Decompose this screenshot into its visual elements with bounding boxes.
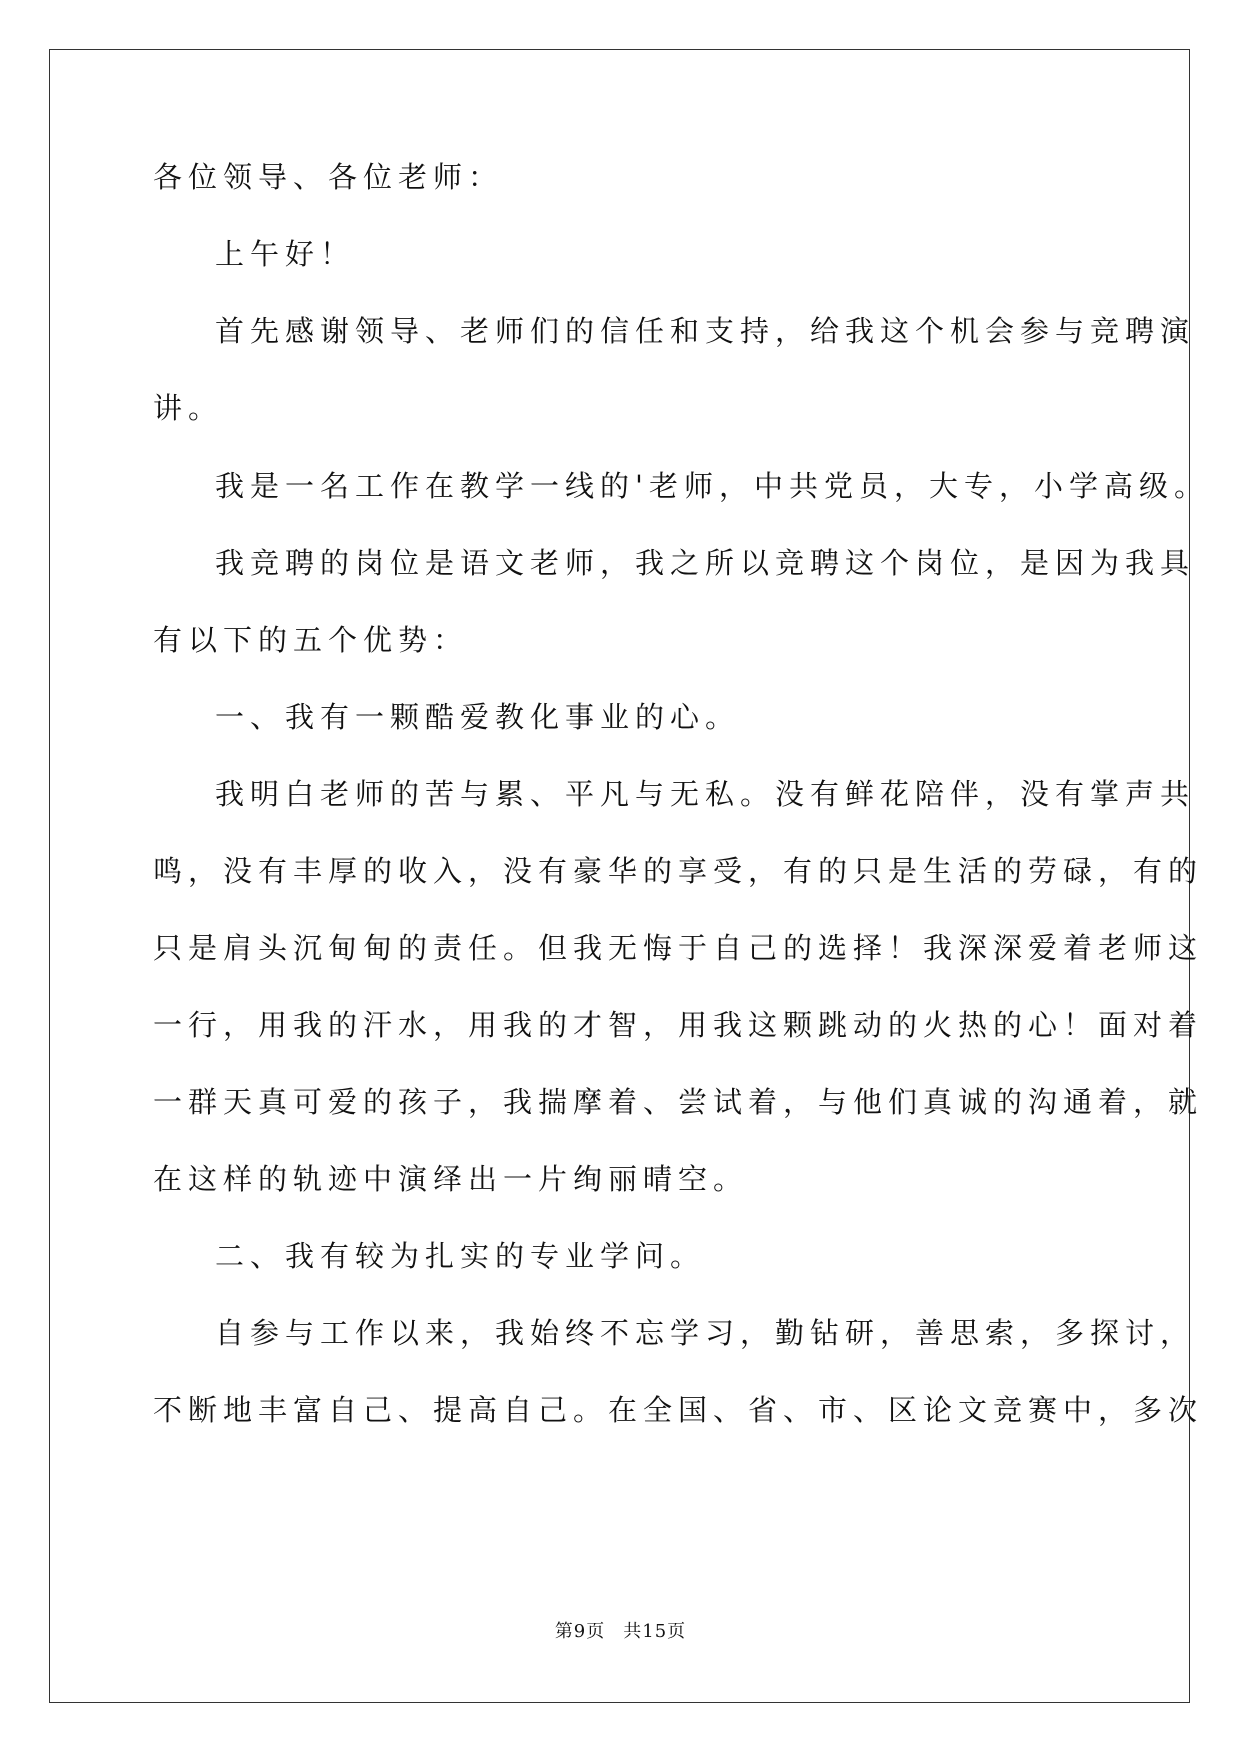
text-line: 首先感谢领导、老师们的信任和支持，给我这个机会参与竞聘演 (215, 314, 1196, 348)
text-line: 我是一名工作在教学一线的'老师，中共党员，大专，小学高级。 (215, 469, 1209, 503)
text-line: 在这样的轨迹中演绎出一片绚丽晴空。 (153, 1162, 749, 1196)
text-line: 我明白老师的苦与累、平凡与无私。没有鲜花陪伴，没有掌声共 (215, 777, 1196, 811)
text-line: 有以下的五个优势： (153, 623, 469, 657)
page-footer (0, 1617, 1241, 1643)
text-line: 只是肩头沉甸甸的责任。但我无悔于自己的选择！我深深爱着老师这 (153, 931, 1204, 965)
section-heading-1: 一、我有一颗酷爱教化事业的心。 (215, 700, 741, 734)
text-line: 自参与工作以来，我始终不忘学习，勤钻研，善思索，多探讨， (215, 1316, 1196, 1350)
page-total: 共15页 (623, 1621, 687, 1642)
salutation-line: 各位领导、各位老师： (153, 160, 504, 194)
text-line: 讲。 (153, 391, 224, 425)
page-number: 第9页 (554, 1621, 606, 1642)
text-line: 鸣，没有丰厚的收入，没有豪华的享受，有的只是生活的劳碌，有的 (153, 854, 1204, 888)
text-line: 我竞聘的岗位是语文老师，我之所以竞聘这个岗位，是因为我具 (215, 546, 1196, 580)
text-line: 一群天真可爱的孩子，我揣摩着、尝试着，与他们真诚的沟通着，就 (153, 1085, 1204, 1119)
text-line: 一行，用我的汗水，用我的才智，用我这颗跳动的火热的心！面对着 (153, 1008, 1204, 1042)
section-heading-2: 二、我有较为扎实的专业学问。 (215, 1239, 706, 1273)
text-line: 不断地丰富自己、提高自己。在全国、省、市、区论文竞赛中，多次 (153, 1393, 1204, 1427)
greeting-line: 上午好！ (215, 237, 356, 271)
